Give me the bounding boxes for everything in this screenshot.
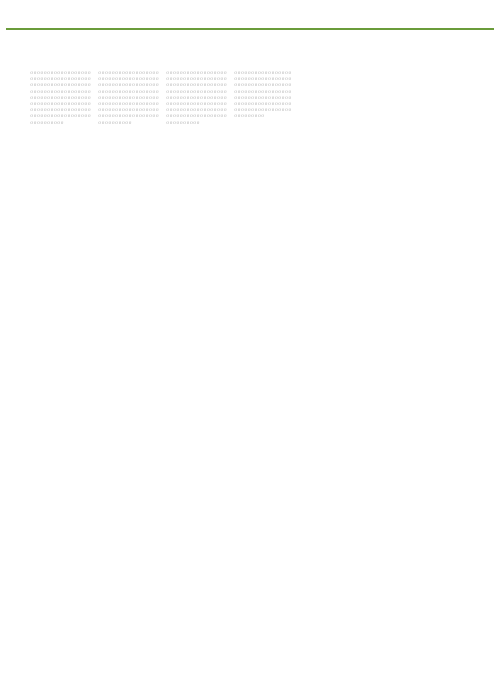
article-body-1: ㅁㅁㅁㅁㅁㅁㅁㅁㅁㅁㅁㅁㅁㅁㅁㅁㅁㅁㅁㅁㅁㅁㅁㅁㅁㅁㅁㅁㅁㅁㅁㅁㅁㅁㅁㅁㅁㅁㅁㅁㅁㅁㅁㅁㅁㅁㅁㅁㅁㅁㅁㅁㅁㅁㅁㅁㅁㅁㅁㅁㅁㅁㅁㅁㅁㅁㅁㅁㅁㅁㅁㅁㅁㅁㅁㅁㅁㅁㅁㅁㅁㅁㅁㅁㅁㅁㅁㅁㅁㅁㅁㅁㅁㅁㅁㅁㅁㅁㅁㅁㅁㅁㅁㅁㅁㅁㅁㅁㅁㅁㅁㅁㅁㅁㅁㅁㅁㅁㅁㅁㅁㅁㅁㅁㅁㅁㅁㅁㅁㅁㅁㅁㅁㅁㅁㅁㅁㅁㅁㅁㅁㅁㅁㅁㅁㅁㅁㅁㅁㅁㅁㅁㅁㅁ [30,71,91,125]
article-body-3: ㅁㅁㅁㅁㅁㅁㅁㅁㅁㅁㅁㅁㅁㅁㅁㅁㅁㅁㅁㅁㅁㅁㅁㅁㅁㅁㅁㅁㅁㅁㅁㅁㅁㅁㅁㅁㅁㅁㅁㅁㅁㅁㅁㅁㅁㅁㅁㅁㅁㅁㅁㅁㅁㅁㅁㅁㅁㅁㅁㅁㅁㅁㅁㅁㅁㅁㅁㅁㅁㅁㅁㅁㅁㅁㅁㅁㅁㅁㅁㅁㅁㅁㅁㅁㅁㅁㅁㅁㅁㅁㅁㅁㅁㅁㅁㅁㅁㅁㅁㅁㅁㅁㅁㅁㅁㅁㅁㅁㅁㅁㅁㅁㅁㅁㅁㅁㅁㅁㅁㅁㅁㅁㅁㅁㅁㅁㅁㅁㅁㅁㅁㅁㅁㅁㅁㅁㅁㅁㅁㅁㅁㅁㅁㅁㅁㅁㅁㅁㅁㅁㅁㅁㅁㅁ [166,71,227,125]
article-body-2: ㅁㅁㅁㅁㅁㅁㅁㅁㅁㅁㅁㅁㅁㅁㅁㅁㅁㅁㅁㅁㅁㅁㅁㅁㅁㅁㅁㅁㅁㅁㅁㅁㅁㅁㅁㅁㅁㅁㅁㅁㅁㅁㅁㅁㅁㅁㅁㅁㅁㅁㅁㅁㅁㅁㅁㅁㅁㅁㅁㅁㅁㅁㅁㅁㅁㅁㅁㅁㅁㅁㅁㅁㅁㅁㅁㅁㅁㅁㅁㅁㅁㅁㅁㅁㅁㅁㅁㅁㅁㅁㅁㅁㅁㅁㅁㅁㅁㅁㅁㅁㅁㅁㅁㅁㅁㅁㅁㅁㅁㅁㅁㅁㅁㅁㅁㅁㅁㅁㅁㅁㅁㅁㅁㅁㅁㅁㅁㅁㅁㅁㅁㅁㅁㅁㅁㅁㅁㅁㅁㅁㅁㅁㅁㅁㅁㅁㅁㅁㅁㅁㅁㅁㅁㅁ [98,71,159,125]
article-body-4: ㅁㅁㅁㅁㅁㅁㅁㅁㅁㅁㅁㅁㅁㅁㅁㅁㅁㅁㅁㅁㅁㅁㅁㅁㅁㅁㅁㅁㅁㅁㅁㅁㅁㅁㅁㅁㅁㅁㅁㅁㅁㅁㅁㅁㅁㅁㅁㅁㅁㅁㅁㅁㅁㅁㅁㅁㅁㅁㅁㅁㅁㅁㅁㅁㅁㅁㅁㅁㅁㅁㅁㅁㅁㅁㅁㅁㅁㅁㅁㅁㅁㅁㅁㅁㅁㅁㅁㅁㅁㅁㅁㅁㅁㅁㅁㅁㅁㅁㅁㅁㅁㅁㅁㅁㅁㅁㅁㅁㅁㅁㅁㅁㅁㅁㅁㅁㅁㅁㅁㅁㅁㅁㅁㅁㅁㅁㅁㅁ [234,71,292,119]
page-header [6,6,494,30]
workshop-photo [198,38,498,254]
